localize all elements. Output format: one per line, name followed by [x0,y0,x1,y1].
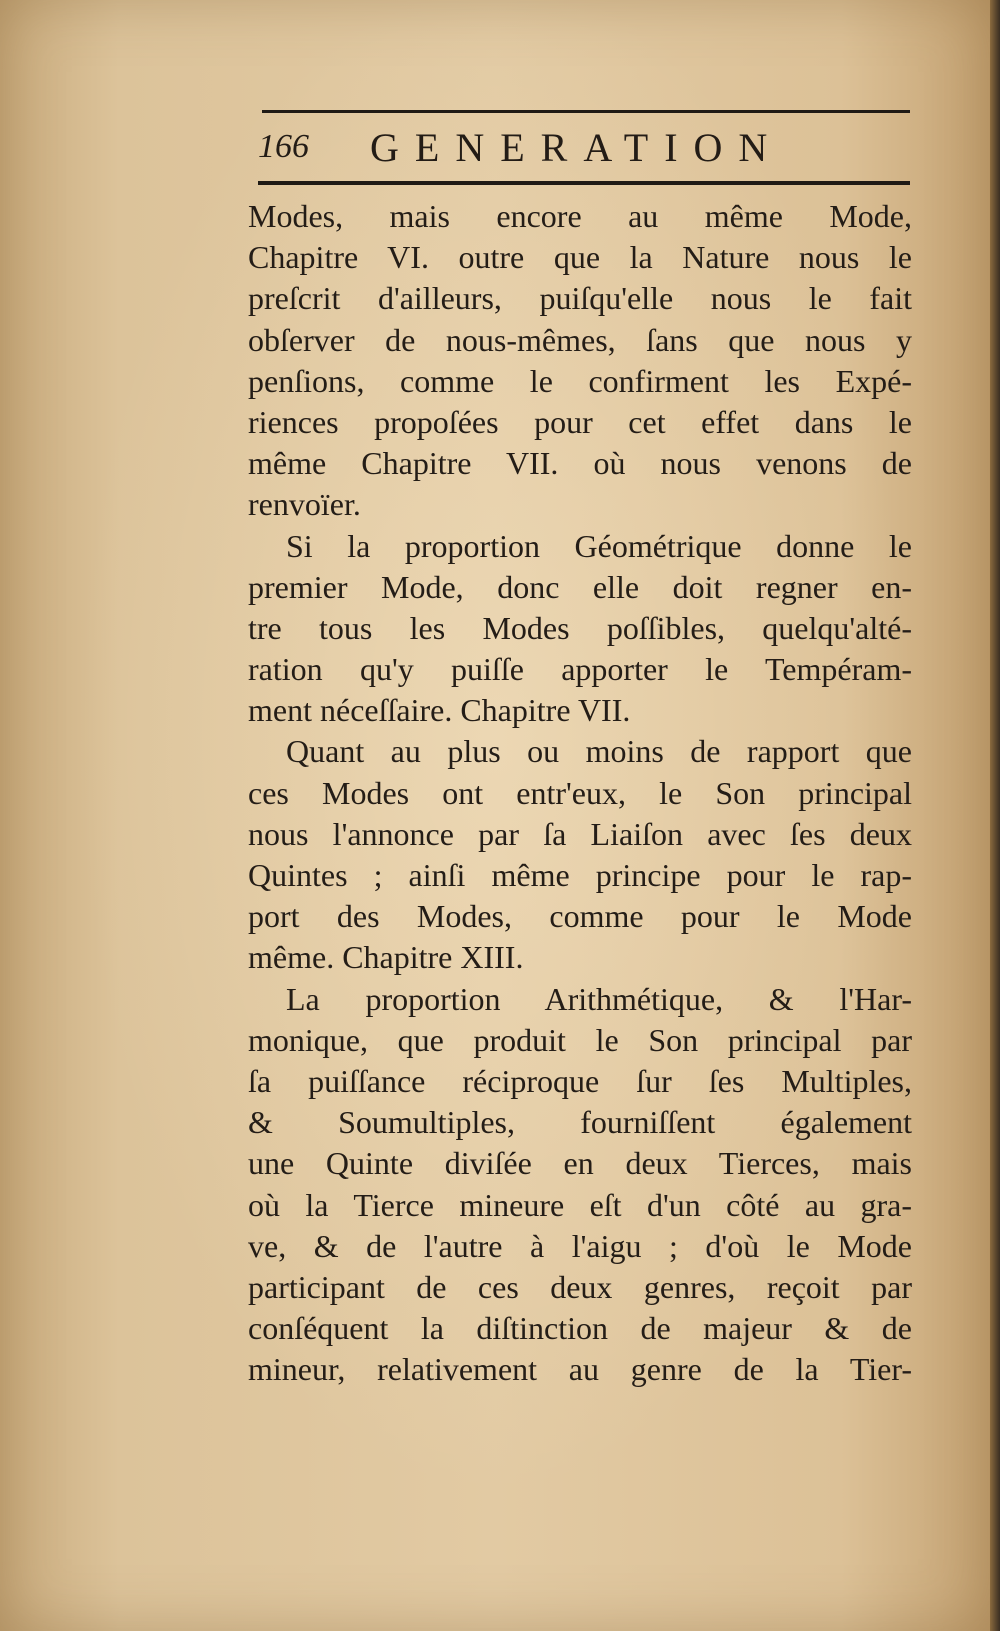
text-line: même. Chapitre XIII. [248,939,524,976]
text-line: penſions, comme le confirment les Expé- [248,362,912,399]
body-text [248,196,912,1390]
text-line: premier Mode, donc elle doit regner en- [248,568,912,605]
text-line: port des Modes, comme pour le Mode [248,898,912,935]
text-line: nous l'annonce par ſa Liaiſon avec ſes deux [248,815,912,852]
text-line: preſcrit d'ailleurs, puiſqu'elle nous le fait [248,280,912,317]
text-line: ces Modes ont entr'eux, le Son principal [248,774,912,811]
running-head [258,124,910,180]
text-line: monique, que produit le Son principal par [248,1021,912,1058]
header-rule-top [262,110,910,113]
text-line: conſéquent la diſtinction de majeur & de [248,1310,912,1347]
text-line: ment néceſſaire. Chapitre VII. [248,692,631,729]
text-line: riences propoſées pour cet effet dans le [248,403,912,440]
text-line: & Soumultiples, fourniſſent également [248,1104,912,1141]
page-edge-shadow [990,0,1000,1631]
text-line: une Quinte diviſée en deux Tierces, mais [248,1145,912,1182]
text-line: mineur, relativement au genre de la Tier- [248,1351,912,1388]
text-line: tre tous les Modes poſſibles, quelqu'alté- [248,609,912,646]
text-line: Si la proportion Géométrique donne le [286,527,912,564]
page-number: 166 [258,128,309,165]
text-line: obſerver de nous-mêmes, ſans que nous y [248,321,912,358]
text-line: même Chapitre VII. où nous venons de [248,445,912,482]
text-line: où la Tierce mineure eſt d'un côté au gra- [248,1186,912,1223]
header-rule-bottom [258,181,910,185]
text-line: Modes, mais encore au même Mode, [248,198,912,234]
text-line: La proportion Arithmétique, & l'Har- [286,980,912,1017]
text-line: Quant au plus ou moins de rapport que [286,733,912,770]
running-title: GENERATION [370,125,784,170]
text-line: ſa puiſſance réciproque ſur ſes Multiples, [248,1062,912,1099]
text-line: participant de ces deux genres, reçoit par [248,1268,912,1305]
text-line: Quintes ; ainſi même principe pour le rap- [248,857,912,893]
text-line: ve, & de l'autre à l'aigu ; d'où le Mode [248,1227,912,1264]
text-line: ration qu'y puiſſe apporter le Tempéram- [248,651,912,688]
text-line: renvoïer. [248,486,361,523]
text-line: Chapitre VI. outre que la Nature nous le [248,239,912,276]
